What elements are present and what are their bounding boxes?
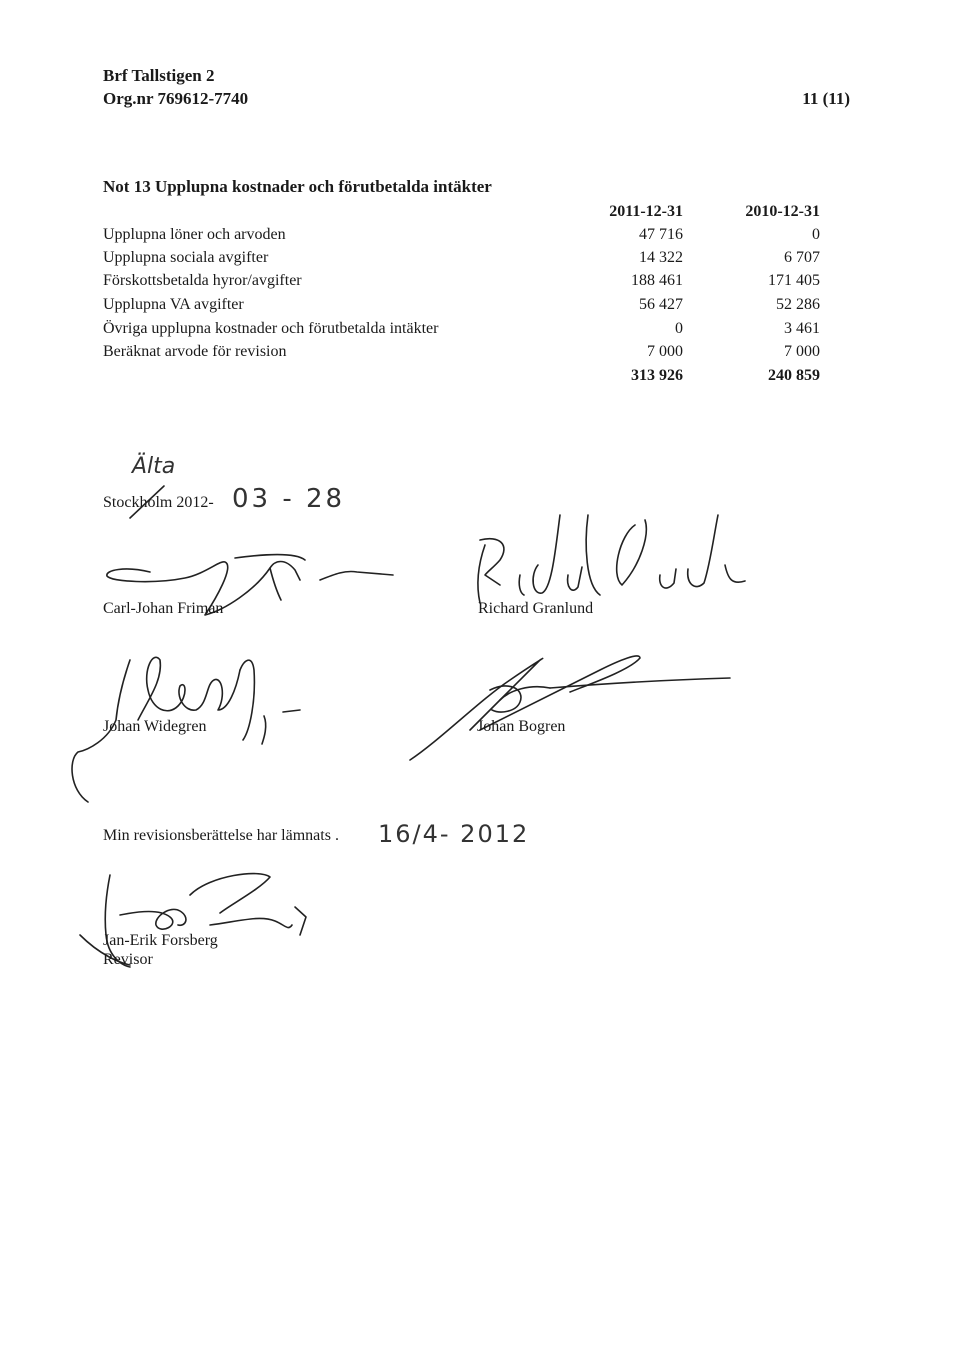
signature-scribble-bogren <box>400 640 740 780</box>
row-value-2010: 6 707 <box>784 249 820 266</box>
handwritten-signing-date: 03 - 28 <box>232 484 346 514</box>
row-value-2010: 0 <box>812 226 820 243</box>
row-label: Upplupna sociala avgifter <box>103 249 269 266</box>
handwritten-place-correction: Älta <box>132 454 176 479</box>
place-strikethrough-mark <box>128 482 168 522</box>
row-value-2011: 14 322 <box>639 249 683 266</box>
row-label: Upplupna löner och arvoden <box>103 226 286 243</box>
signatory-name: Johan Bogren <box>477 718 566 735</box>
row-label: Beräknat arvode för revision <box>103 343 287 360</box>
column-header-2010: 2010-12-31 <box>745 203 820 220</box>
row-label: Övriga upplupna kostnader och förutbetalda intäkter <box>103 320 439 337</box>
auditor-title: Revisor <box>103 951 153 968</box>
organization-number: Org.nr 769612-7740 <box>103 89 249 108</box>
row-value-2011: 188 461 <box>631 272 683 289</box>
row-value-2011: 56 427 <box>639 296 683 313</box>
row-value-2011: 47 716 <box>639 226 683 243</box>
row-label: Upplupna VA avgifter <box>103 296 244 313</box>
total-2010: 240 859 <box>768 367 820 384</box>
signatory-name: Johan Widegren <box>103 718 207 735</box>
signatory-name: Richard Granlund <box>478 600 594 617</box>
note-title: Not 13 Upplupna kostnader och förutbetalda intäkter <box>103 177 492 196</box>
audit-statement: Min revisionsberättelse har lämnats . <box>103 827 339 844</box>
total-2011: 313 926 <box>631 367 683 384</box>
row-value-2010: 3 461 <box>784 320 820 337</box>
row-value-2011: 7 000 <box>647 343 683 360</box>
signature-scribble-forsberg <box>60 855 320 985</box>
auditor-name: Jan-Erik Forsberg <box>103 932 218 949</box>
signatory-name: Carl-Johan Friman <box>103 600 224 617</box>
column-header-2011: 2011-12-31 <box>609 203 683 220</box>
handwritten-audit-date: 16/4- 2012 <box>378 820 530 848</box>
row-value-2010: 52 286 <box>776 296 820 313</box>
row-value-2010: 171 405 <box>768 272 820 289</box>
page-number: 11 (11) <box>802 89 850 108</box>
signing-place-date: Stockholm 2012- <box>103 494 214 511</box>
row-value-2010: 7 000 <box>784 343 820 360</box>
row-value-2011: 0 <box>675 320 683 337</box>
row-label: Förskottsbetalda hyror/avgifter <box>103 272 302 289</box>
organization-name: Brf Tallstigen 2 <box>103 66 215 85</box>
